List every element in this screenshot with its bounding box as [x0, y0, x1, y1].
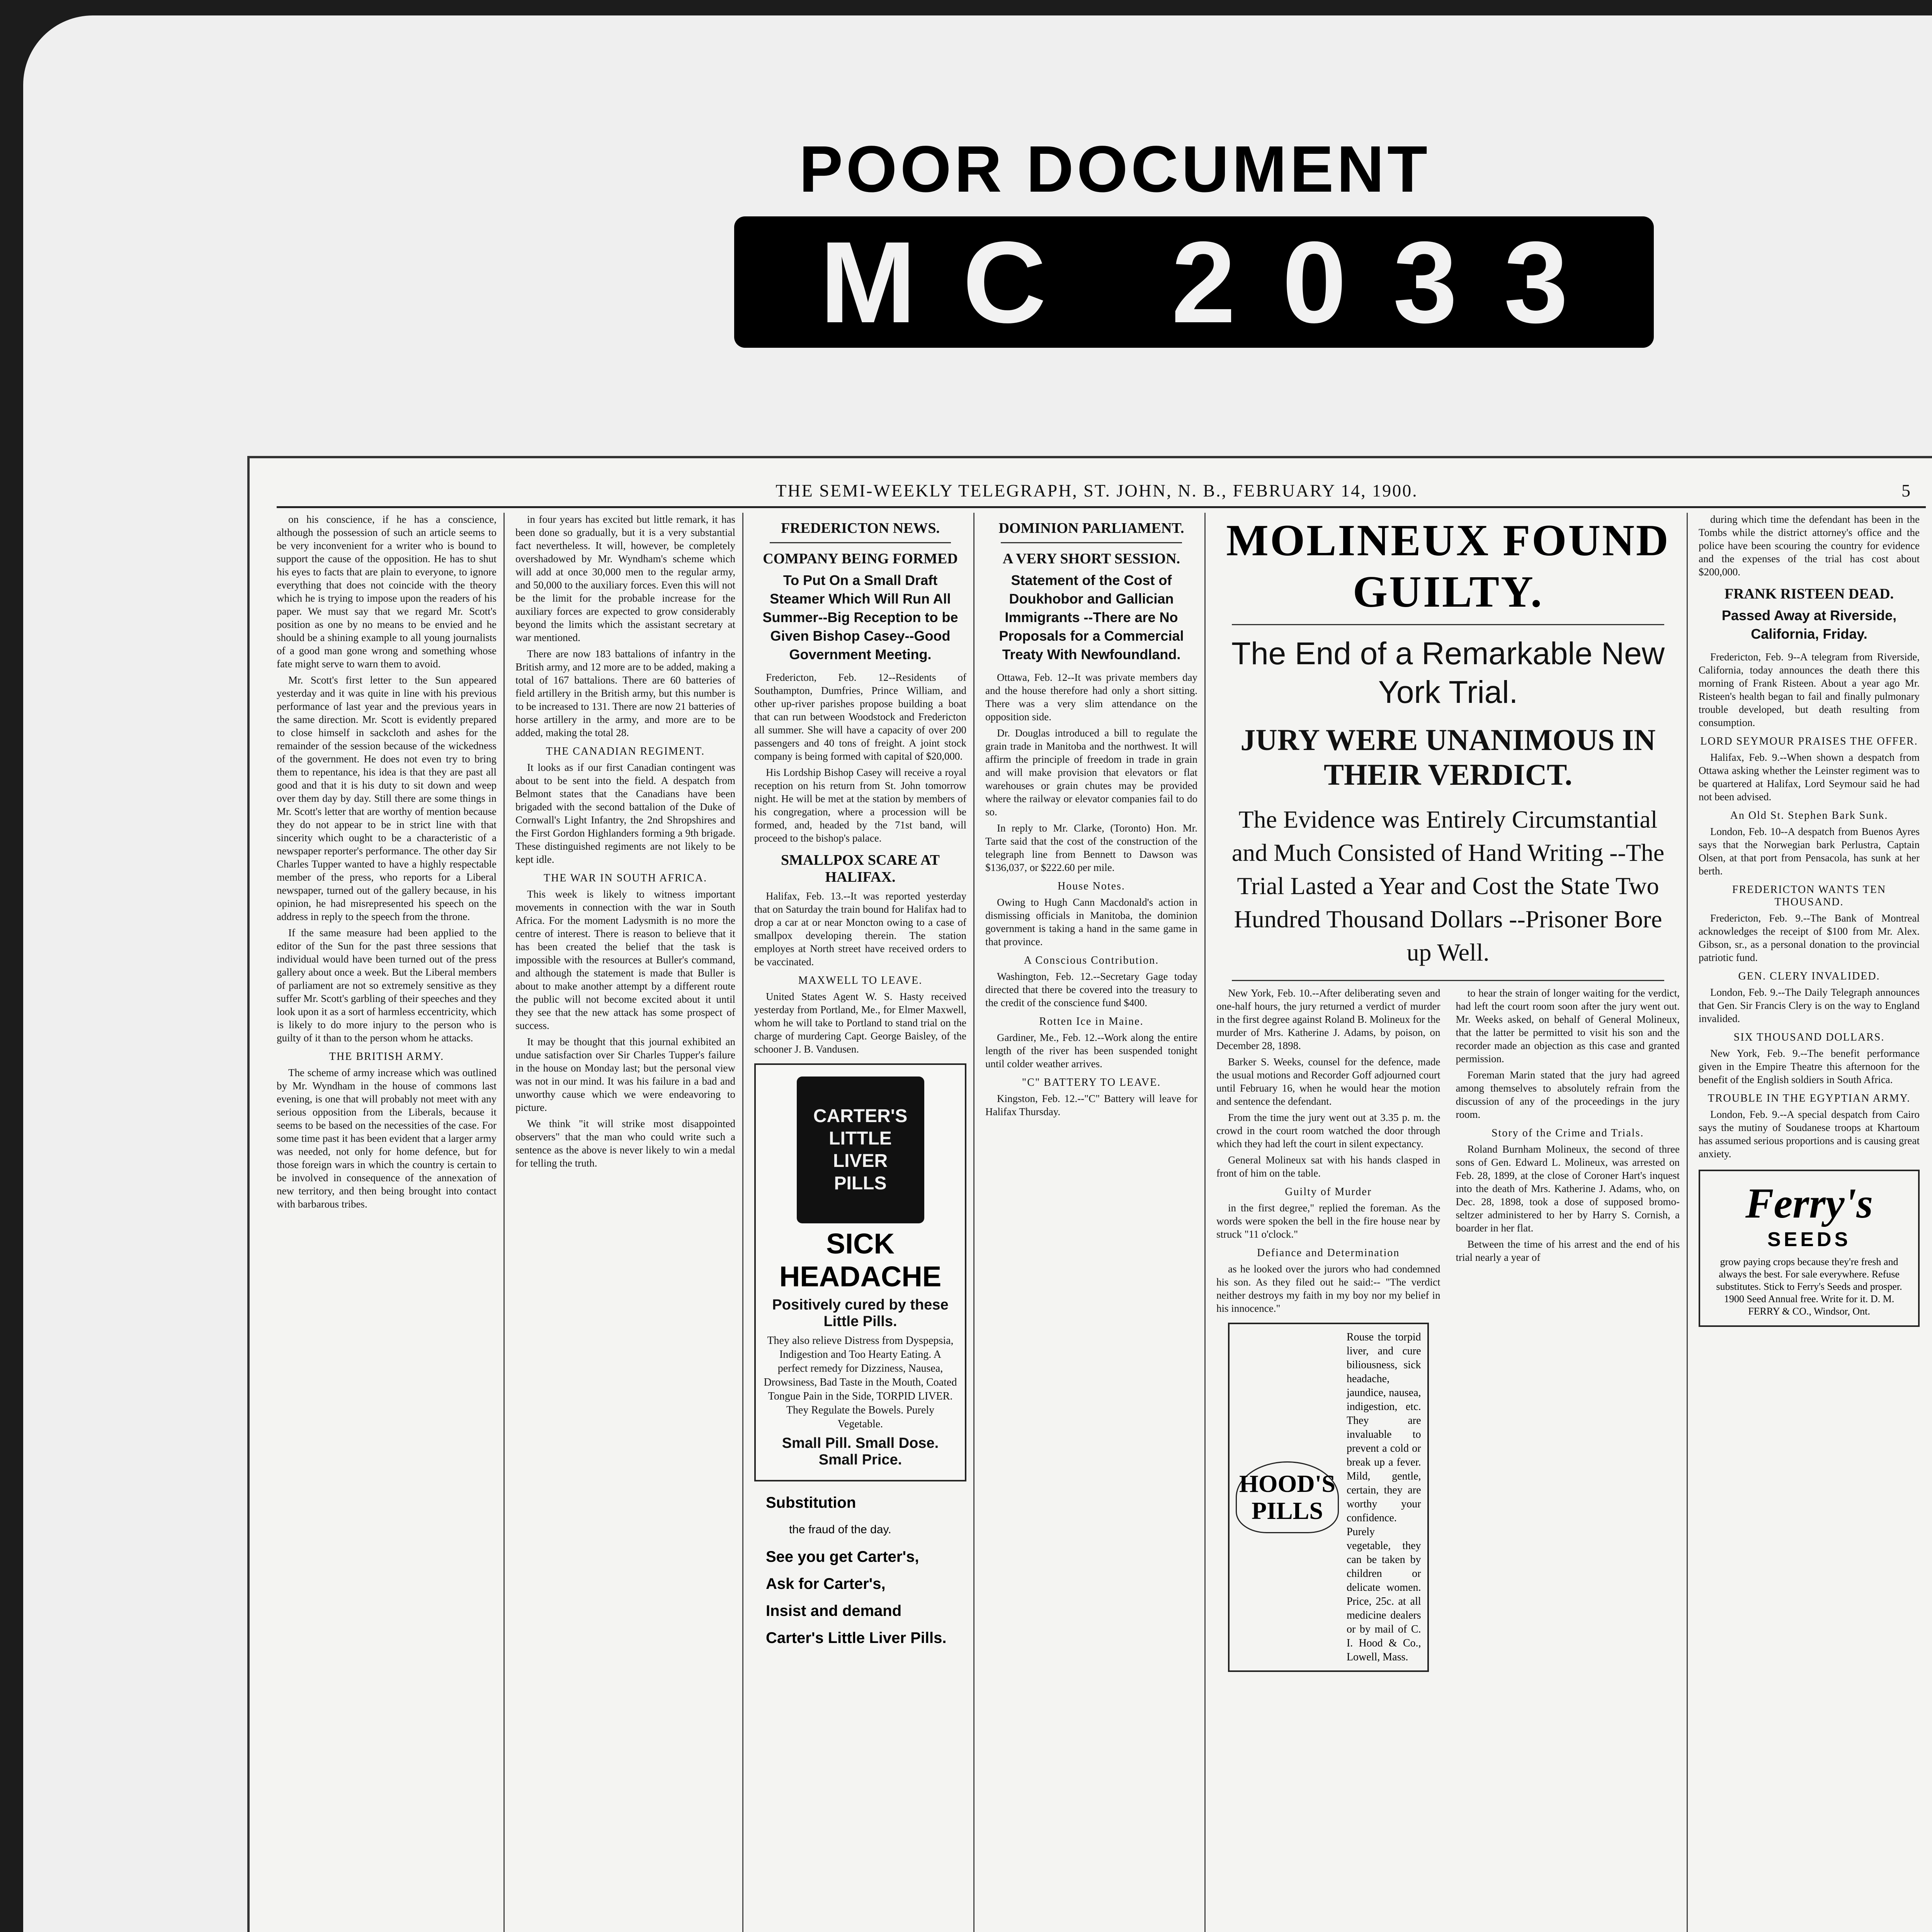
article-paragraph: Mr. Scott's first letter to the Sun appeared yesterday and it was quite in line with his previous performance of last year and the previous years in the same direction. Mr. Scott is evidently prepared to close himself in sackcloth and ashes for the remainder of the session because of the wickedness of the government. He does not even try to bring them to repentance, his idea is that they are past all good and that it is his duty to sit down and weep over them day by day. Still there are some things in Mr. Scott's letter that are worthy of mention because they do not appear to be in strict line with that sincerity which ought to be a characteristic of a newspaper reporter's performance. The other day Sir Charles Tupper wanted to have a highly respectable member of the press, who reports for a Liberal newspaper, turned out of the gallery because, in his opinion, he had misrepresented his speech on the address in reply to the speech from the throne.	[277, 674, 497, 922]
article-paragraph: Fredericton, Feb. 9--A telegram from Riverside, California, today announces the death there this morning of Frank Risteen. About a year ago Mr. Risteen's health began to fail and finally pulmonary trouble developed, but death resulting from consumption.	[1699, 651, 1920, 728]
section-heading: Rotten Ice in Maine.	[1039, 1015, 1144, 1027]
article-paragraph: We think "it will strike most disappointed observers" that the man who could write such a sentence as the above is never likely to win a medal for telling the truth.	[515, 1118, 735, 1169]
divider	[770, 542, 951, 543]
article-paragraph: London, Feb. 10--A despatch from Buenos Ayres says that the Norwegian bark Perlustra, Captain Olsen, at that port from Pensacola, has sunk at her berth.	[1699, 826, 1920, 877]
section-heading: FREDERICTON WANTS TEN THOUSAND.	[1732, 884, 1886, 908]
article-paragraph: Washington, Feb. 12.--Secretary Gage today directed that there be covered into the treasury to the credit of the conscience fund $400.	[985, 971, 1197, 1009]
subheadline: To Put On a Small Draft Steamer Which Will Run All Summer--Big Reception to be Given Bishop Casey--Good Government Meeting.	[762, 572, 958, 662]
headline: SMALLPOX SCARE AT HALIFAX.	[781, 852, 940, 885]
section-heading: Guilty of Murder	[1285, 1186, 1372, 1198]
ad-tagline: Small Pill. Small Dose. Small Price.	[782, 1435, 939, 1468]
carters-pills-ad	[754, 1063, 966, 1481]
ad-line: Substitution	[766, 1494, 856, 1511]
ad-line: Carter's Little Liver Pills.	[766, 1629, 947, 1646]
ad-brand: Ferry's	[1745, 1180, 1873, 1227]
article-paragraph: to hear the strain of longer waiting for the verdict, had left the court room soon after the jury went out. Mr. Weeks asked, on behalf of General Molineux, that the latter be permitted to visit his son and the recorder made an objection as this case and granted permission.	[1456, 987, 1680, 1065]
section-heading: TROUBLE IN THE EGYPTIAN ARMY.	[1708, 1092, 1911, 1104]
article-paragraph: There are now 183 battalions of infantry in the British army, and 12 more are to be added, making a total of 167 battalions. There are 60 batteries of field artillery in the British army, but this number is to be increased to 131. There are now 21 batteries of horse artillery in the army, and more are to be added, making the total 28.	[515, 648, 735, 738]
headline: COMPANY BEING FORMED	[763, 551, 958, 567]
article-paragraph: It may be thought that this journal exhibited an undue satisfaction over Sir Charles Tupper's failure in the house on Monday last; but the personal view was not in our mind. It was his failure in a bad and unworthy cause which we were endeavoring to picture.	[515, 1036, 735, 1113]
subheadline: Passed Away at Riverside, California, Friday.	[1721, 607, 1897, 642]
section-heading: Story of the Crime and Trials.	[1492, 1127, 1644, 1139]
article-paragraph: during which time the defendant has been in the Tombs while the district attorney's office and the police have been scouring the country for evidence and the expenses of the trial has cost about $200,000.	[1699, 514, 1920, 578]
column-3	[754, 513, 975, 1932]
ad-text: Rouse the torpid liver, and cure biliousness, sick headache, jaundice, nausea, indigestion, etc. They are invaluable to prevent a cold or break up a fever. Mild, gentle, certain, they are worthy your confidence. Purely vegetable, they can be taken by children or delicate women. Price, 25c. at all medicine dealers or by mail of C. I. Hood & Co., Lowell, Mass.	[1346, 1331, 1421, 1663]
headline: A VERY SHORT SESSION.	[1002, 551, 1180, 567]
lead-body	[1216, 986, 1680, 1680]
reel-id-bar	[734, 216, 1654, 348]
ferrys-seeds-ad	[1699, 1170, 1920, 1327]
column-1	[277, 513, 505, 1932]
article-paragraph: From the time the jury went out at 3.35 p. m. the crowd in the court room watched the door through which they had left the court in silent expectancy.	[1216, 1112, 1440, 1150]
article-paragraph: General Molineux sat with his hands clasped in front of him on the table.	[1216, 1154, 1440, 1179]
ad-product: SEEDS	[1767, 1228, 1851, 1251]
column-5	[1216, 513, 1688, 1932]
section-heading: MAXWELL TO LEAVE.	[798, 975, 923, 986]
column-6	[1699, 513, 1927, 1932]
section-heading: SIX THOUSAND DOLLARS.	[1733, 1031, 1885, 1043]
logo-line: CARTER'S	[813, 1106, 908, 1126]
section-heading: "C" BATTERY TO LEAVE.	[1022, 1077, 1161, 1088]
carters-logo	[797, 1077, 924, 1223]
article-paragraph: New York, Feb. 9.--The benefit performance given in the Empire Theatre this afternoon for the benefit of the English soldiers in South Africa.	[1699, 1048, 1920, 1085]
section-heading: GEN. CLERY INVALIDED.	[1738, 970, 1880, 982]
lead-deck: The Evidence was Entirely Circumstantial and Much Consisted of Hand Writing --The Trial Lasted a Year and Cost the State Two Hundred Thousand Dollars --Prisoner Bore up Well.	[1231, 806, 1665, 966]
article-paragraph: in the first degree," replied the foreman. As the words were spoken the bell in the fire house near by struck "11 o'clock."	[1216, 1202, 1440, 1240]
section-heading: A Conscious Contribution.	[1024, 954, 1159, 966]
ad-line: Insist and demand	[766, 1602, 902, 1619]
lead-deck: JURY WERE UNANIMOUS IN THEIR VERDICT.	[1240, 723, 1656, 791]
section-heading: LORD SEYMOUR PRAISES THE OFFER.	[1700, 735, 1918, 747]
article-paragraph: London, Feb. 9.--The Daily Telegraph announces that Gen. Sir Francis Clery is on the way to England invalided.	[1699, 986, 1920, 1024]
logo-line: PILLS	[834, 1173, 887, 1194]
article-paragraph: Fredericton, Feb. 12--Residents of Southampton, Dumfries, Prince William, and other up-river parishes propose building a boat that can run between Woodstock and Fredericton all summer. She will have a capacity of over 200 passengers and 40 tons of freight. A joint stock company is being formed with capital of $20,000.	[754, 672, 966, 762]
hoods-logo: HOOD'S PILLS	[1236, 1461, 1339, 1533]
page-number: 5	[1901, 481, 1910, 500]
section-heading: THE WAR IN SOUTH AFRICA.	[543, 872, 707, 884]
masthead	[277, 474, 1926, 508]
article-paragraph: London, Feb. 9.--A special despatch from Cairo says the mutiny of Soudanese troops at Khartoum has assumed serious proportions and is causing great anxiety.	[1699, 1109, 1920, 1160]
article-paragraph: as he looked over the jurors who had condemned his son. As they filed out he said:-- "The verdict neither destroys my faith in my boy nor my belief in his innocence."	[1216, 1263, 1440, 1314]
article-paragraph: This week is likely to witness important movements in connection with the war in South Africa. For the moment Ladysmith is no more the centre of interest. There is reason to believe that it has been created the belief that the task is impossible with the resources at Buller's command, and although the statement is made that Buller is about to make another attempt by a different route the public will not become excited about it until they see that the new attack has some prospect of success.	[515, 888, 735, 1031]
section-heading: THE BRITISH ARMY.	[329, 1051, 444, 1063]
article-paragraph: Gardiner, Me., Feb. 12.--Work along the entire length of the river has been suspended tonight until colder weather arrives.	[985, 1032, 1197, 1070]
column-2	[515, 513, 743, 1932]
lead-headline: MOLINEUX FOUND GUILTY.	[1226, 516, 1670, 617]
article-paragraph: Fredericton, Feb. 9.--The Bank of Montreal acknowledges the receipt of $100 from Mr. Alex. Gibson, sr., as a personal donation to the provincial patriotic fund.	[1699, 912, 1920, 963]
lead-deck: The End of a Remarkable New York Trial.	[1231, 636, 1665, 710]
article-paragraph: Roland Burnham Molineux, the second of three sons of Gen. Edward L. Molineux, was arrested on Feb. 28, 1899, at the close of Coroner Hart's inquest into the death of Mrs. Katherine J. Adams, who, on Dec. 28, 1898, took a dose of supposed bromo-seltzer administered to her by Harry S. Cornish, a boarder in her flat.	[1456, 1143, 1680, 1234]
ad-line: See you get Carter's,	[766, 1548, 919, 1565]
ad-line: the fraud of the day.	[789, 1523, 891, 1536]
masthead-title: THE SEMI-WEEKLY TELEGRAPH, ST. JOHN, N. B., FEBRUARY 14, 1900.	[776, 481, 1418, 500]
headline: FREDERICTON NEWS.	[781, 520, 940, 536]
column-4	[985, 513, 1206, 1932]
newspaper-page	[247, 456, 1932, 1932]
article-paragraph: Foreman Marin stated that the jury had agreed among themselves to absolutely refrain from the discussion of any of the proceedings in the jury room.	[1456, 1069, 1680, 1120]
headline: DOMINION PARLIAMENT.	[998, 520, 1184, 536]
article-paragraph: Kingston, Feb. 12.--"C" Battery will leave for Halifax Thursday.	[985, 1093, 1197, 1117]
section-heading: THE CANADIAN REGIMENT.	[546, 745, 705, 757]
ad-headline: SICK HEADACHE	[779, 1228, 942, 1293]
article-paragraph: Barker S. Weeks, counsel for the defence, made the usual motions and Recorder Goff adjourned court until February 16, when he would hear the motion and sentence the defendant.	[1216, 1056, 1440, 1107]
divider	[1232, 624, 1664, 625]
lead-body-right	[1456, 986, 1680, 1680]
lead-body-left	[1216, 986, 1440, 1680]
article-paragraph: in four years has excited but little remark, it has been done so gradually, but it is a very substantial fact nevertheless. It will, however, be completely overshadowed by Mr. Wyndham's scheme which will add at once 30,000 men to the regular army, and 50,000 to the auxiliary forces. Even this will not be the limit for the probable increase for the auxiliary forces are expected to grow considerably beyond the limits which the assistant secretary at war mentioned.	[515, 514, 735, 643]
divider	[1232, 980, 1664, 981]
divider	[1001, 542, 1182, 543]
columns	[277, 513, 1926, 1932]
section-heading: An Old St. Stephen Bark Sunk.	[1730, 810, 1888, 821]
headline: FRANK RISTEEN DEAD.	[1724, 586, 1894, 602]
article-paragraph: His Lordship Bishop Casey will receive a royal reception on his return from St. John tomorrow night. He will be met at the station by members of his congregation, where a procession will be formed, and, headed by the 71st band, will proceed to the bishop's palace.	[754, 767, 966, 844]
ad-line: Ask for Carter's,	[766, 1575, 886, 1592]
article-paragraph: New York, Feb. 10.--After deliberating seven and one-half hours, the jury returned a verdict of murder in the first degree against Roland B. Molineux for the murder of Mrs. Katherine J. Adams, by poison, on December 28, 1898.	[1216, 987, 1440, 1051]
hoods-pills-ad	[1228, 1323, 1429, 1672]
carters-ad-lines	[754, 1489, 966, 1651]
article-paragraph: Halifax, Feb. 9.--When shown a despatch from Ottawa asking whether the Leinster regiment was to be quartered at Halifax, Lord Seymour said he had not been advised.	[1699, 752, 1920, 803]
section-heading: Defiance and Determination	[1257, 1247, 1400, 1259]
poor-document-notice: POOR DOCUMENT	[799, 133, 1430, 206]
logo-line: LITTLE	[829, 1128, 892, 1149]
article-paragraph: It looks as if our first Canadian contingent was about to be sent into the field. A despatch from Belmont states that the Canadians have been brigaded with the second battalion of the Duke of Cornwall's Light Infantry, the 2nd Shropshires and the First Gordon Highlanders forming a 9th brigade. These distinguished regiments are not likely to be kept idle.	[515, 762, 735, 865]
subheadline: Statement of the Cost of Doukhobor and Gallician Immigrants --There are No Proposals for a Commercial Treaty With Newfoundland.	[999, 572, 1184, 662]
article-paragraph: on his conscience, if he has a conscience, although the possession of such an article seems to be very inconvenient for a writer who is bound to support the cause of the opposition. He has to shut his eyes to facts that are plain to everyone, to ignore everything that does not coincide with the theory which he is trying to impose upon the readers of his paper. We must say that we regard Mr. Scott's position as one by no means to be envied and he should be a shining example to all young journalists of a good man gone wrong and something whose fate might serve to warn them to avoid.	[277, 514, 497, 670]
article-paragraph: Halifax, Feb. 13.--It was reported yesterday that on Saturday the train bound for Halifax had to drop a car at or near Moncton owing to a case of smallpox developing therein. The station employes at North street have received orders to be vaccinated.	[754, 890, 966, 968]
ad-text: They also relieve Distress from Dyspepsia, Indigestion and Too Hearty Eating. A perfect remedy for Dizziness, Nausea, Drowsiness, Bad Taste in the Mouth, Coated Tongue Pain in the Side, TORPID LIVER. They Regulate the Bowels. Purely Vegetable.	[764, 1335, 957, 1430]
article-paragraph: United States Agent W. S. Hasty received yesterday from Portland, Me., for Elmer Maxwell, whom he will take to Portland to stand trial on the charge of murdering Capt. George Baisley, of the schooner J. B. Vandusen.	[754, 991, 966, 1055]
article-paragraph: Ottawa, Feb. 12--It was private members day and the house therefore had only a short sitting. There was a very slim attendance on the opposition side.	[985, 672, 1197, 723]
article-paragraph: Between the time of his arrest and the end of his trial nearly a year of	[1456, 1238, 1680, 1263]
article-paragraph: Dr. Douglas introduced a bill to regulate the grain trade in Manitoba and the northwest. It will affirm the principle of freedom in trade in grain and will make provision that elevators or flat warehouses or grain chutes may be provided where the railway or elevator companies fail to do so.	[985, 727, 1197, 818]
logo-line: LIVER	[833, 1151, 888, 1171]
section-heading: House Notes.	[1058, 880, 1125, 892]
article-paragraph: In reply to Mr. Clarke, (Toronto) Hon. Mr. Tarte said that the cost of the construction of the telegraph line from Bennett to Dawson was $136,037, or $222.60 per mile.	[985, 822, 1197, 873]
ad-text: grow paying crops because they're fresh and always the best. For sale everywhere. Refuse substitutes. Stick to Ferry's Seeds and prosper. 1900 Seed Annual free. Write for it. D. M. FERRY & CO., Windsor, Ont.	[1716, 1256, 1902, 1317]
ad-subheadline: Positively cured by these Little Pills.	[772, 1297, 949, 1330]
article-paragraph: If the same measure had been applied to the editor of the Sun for the past three sessions that individual would have been turned out of the press gallery about once a week. But the Liberal members of parliament are not so extremely sensitive as they suffer Mr. Scott's garbling of their speeches and they look upon it as a sort of harmless eccentricity, which is likely to do more injury to the person who is guilty of it than to the person whom he attacks.	[277, 927, 497, 1044]
article-paragraph: Owing to Hugh Cann Macdonald's action in dismissing officials in Manitoba, the dominion government is taking a hand in the same game in that province.	[985, 896, 1197, 947]
reel-id: MC 2033	[820, 217, 1615, 347]
article-paragraph: The scheme of army increase which was outlined by Mr. Wyndham in the house of commons last evening, is one that will probably not meet with any serious opposition from the Liberals, because it seems to be based on the necessities of the case. For some time past it has been evident that a larger army was needed, not only for home defence, but for those foreign wars in which the country is certain to be involved in consequence of the annexation of new territory, and then being brought into contact with barbarous tribes.	[277, 1067, 497, 1210]
